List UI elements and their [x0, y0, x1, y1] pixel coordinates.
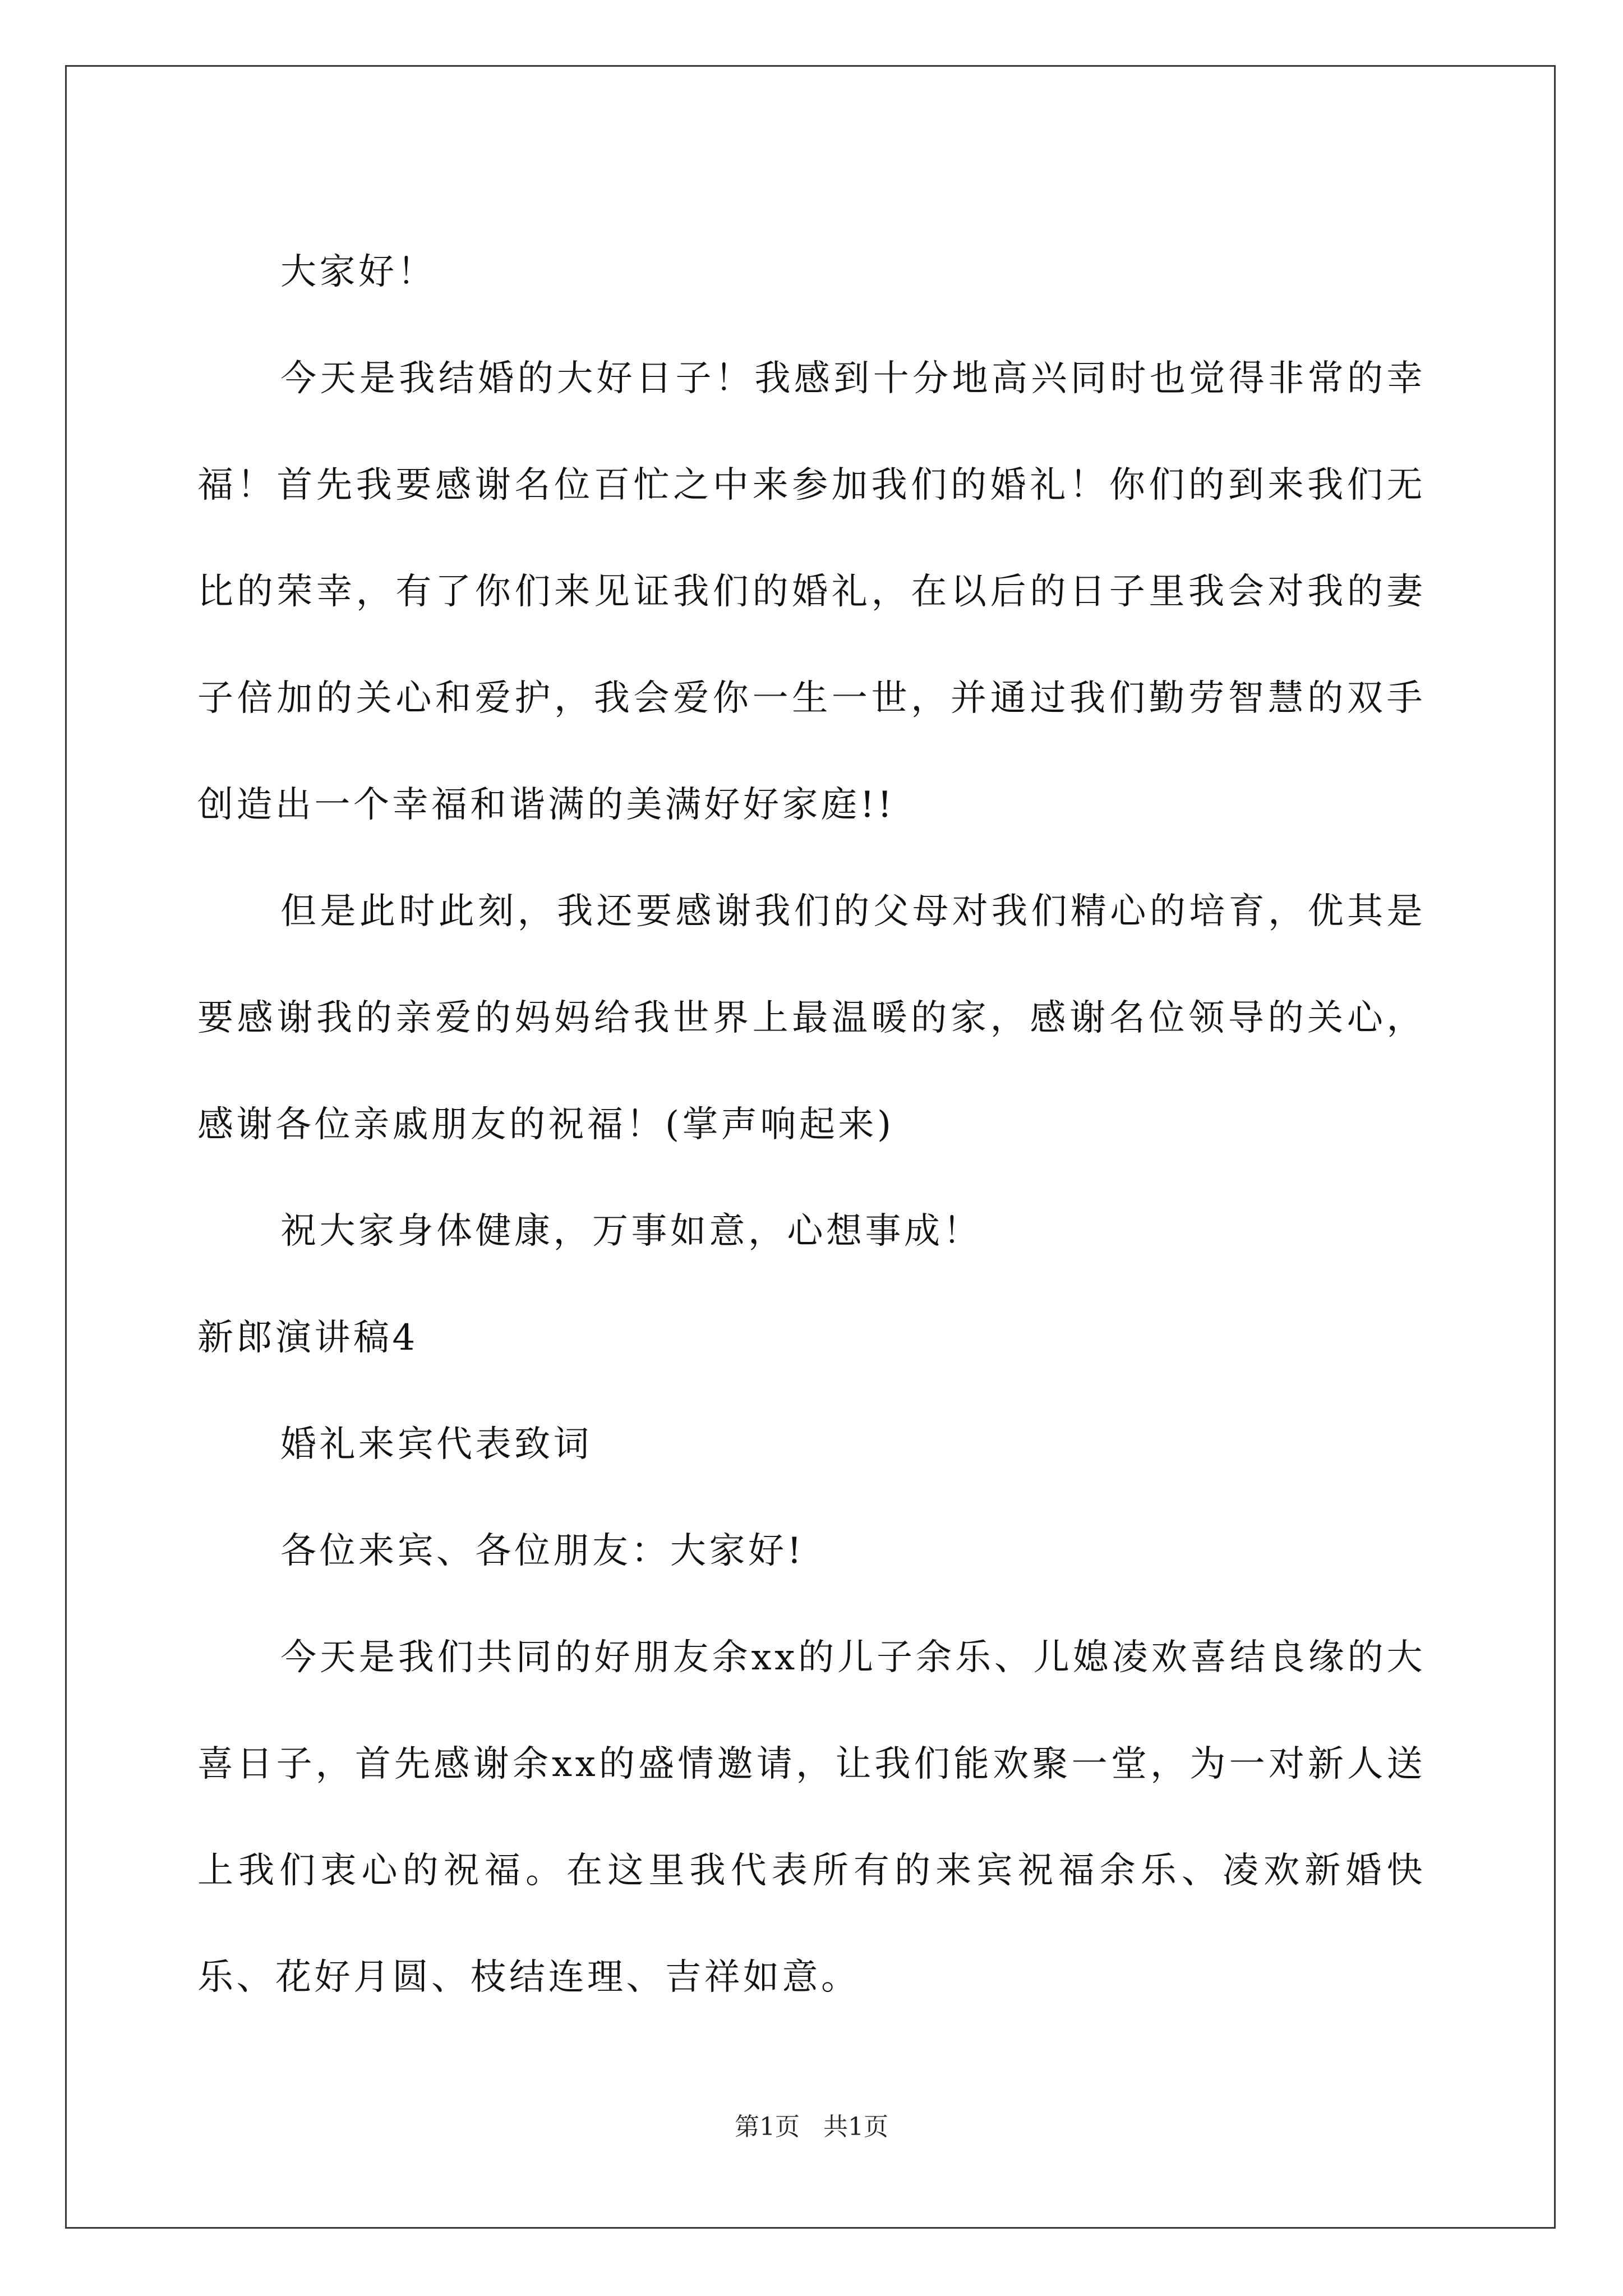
paragraph-speech-title: 婚礼来宾代表致词 [280, 1424, 592, 1465]
document-body [197, 219, 1426, 2031]
paragraph-thanks: 今天是我结婚的大好日子！我感到十分地高兴同时也觉得非常的幸福！首先我要感谢名位百忙之中来参加我们的婚礼！你们的到来我们无比的荣幸，有了你们来见证我们的婚礼，在以后的日子里我会对我的妻子倍加的关心和爱护，我会爱你一生一世，并通过我们勤劳智慧的双手创造出一个幸福和谐满的美满好好家庭!! [197, 358, 1426, 826]
paragraph-parents: 但是此时此刻，我还要感谢我们的父母对我们精心的培育，优其是要感谢我的亲爱的妈妈给我世界上最温暖的家，感谢名位领导的关心，感谢各位亲戚朋友的祝福！(掌声响起来) [197, 891, 1426, 1145]
paragraph-greeting: 大家好！ [280, 251, 436, 293]
paragraph-salutation: 各位来宾、各位朋友：大家好! [280, 1530, 805, 1572]
page-number-footer: 第1页 共1页 [735, 2113, 888, 2141]
paragraph-blessing: 今天是我们共同的好朋友余xx的儿子余乐、儿媳凌欢喜结良缘的大喜日子，首先感谢余xx的盛情邀请，让我们能欢聚一堂，为一对新人送上我们衷心的祝福。在这里我代表所有的来宾祝福余乐、凌欢新婚快乐、花好月圆、枝结连理、吉祥如意。 [197, 1637, 1426, 1998]
section-heading: 新郎演讲稿4 [197, 1317, 418, 1359]
paragraph-wishes: 祝大家身体健康，万事如意，心想事成！ [280, 1211, 982, 1252]
